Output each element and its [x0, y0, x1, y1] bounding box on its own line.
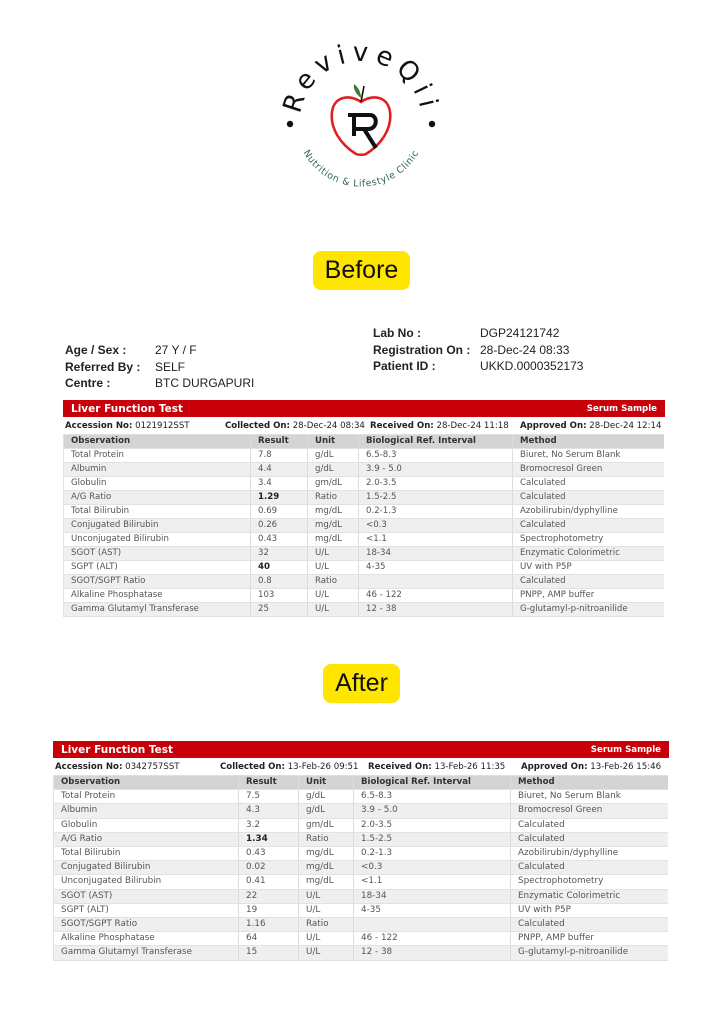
patient-id-row: [373, 359, 583, 376]
ref-interval-cell: 2.0-3.5: [354, 818, 511, 832]
table-row: [64, 561, 665, 575]
results-table: [63, 434, 665, 617]
age-sex-label: Age / Sex :: [65, 343, 127, 357]
sample-type: Serum Sample: [590, 744, 661, 755]
method-cell: Calculated: [511, 832, 669, 846]
observation-cell: Albumin: [64, 463, 251, 477]
table-row: [54, 832, 669, 846]
table-row: [54, 889, 669, 903]
col-result: Result: [239, 776, 299, 790]
r-letter-icon: [348, 115, 376, 148]
centre-label: Centre :: [65, 376, 111, 390]
table-row: [54, 861, 669, 875]
accession-value: 0342757SST: [125, 761, 180, 772]
unit-cell: U/L: [308, 603, 359, 617]
patient-info-right: [373, 326, 583, 376]
ref-interval-cell: 6.5-8.3: [359, 449, 513, 463]
observation-cell: SGOT (AST): [54, 889, 239, 903]
col-observation: Observation: [54, 776, 239, 790]
collected-value: 28-Dec-24 08:34: [292, 420, 365, 431]
approved-label: Approved On:: [521, 761, 588, 772]
referred-by-row: [65, 360, 254, 377]
unit-cell: g/dL: [308, 463, 359, 477]
report-meta: [53, 758, 669, 775]
unit-cell: mg/dL: [299, 875, 354, 889]
table-row: [54, 918, 669, 932]
result-cell: 22: [239, 889, 299, 903]
table-row: [64, 603, 665, 617]
ref-interval-cell: 1.5-2.5: [354, 832, 511, 846]
observation-cell: SGPT (ALT): [54, 903, 239, 917]
observation-cell: Alkaline Phosphatase: [64, 589, 251, 603]
received-label: Received On:: [370, 420, 434, 431]
accession: [65, 421, 225, 431]
approved-label: Approved On:: [520, 420, 587, 431]
received-value: 28-Dec-24 11:18: [436, 420, 509, 431]
ref-interval-cell: 46 - 122: [354, 932, 511, 946]
observation-cell: Total Bilirubin: [54, 847, 239, 861]
result-cell: 3.4: [251, 477, 308, 491]
received: [368, 762, 521, 772]
observation-cell: A/G Ratio: [64, 491, 251, 505]
patient-id-label: Patient ID :: [373, 359, 436, 373]
observation-cell: SGOT/SGPT Ratio: [64, 575, 251, 589]
ref-interval-cell: 4-35: [354, 903, 511, 917]
unit-cell: g/dL: [299, 790, 354, 804]
method-cell: Calculated: [513, 491, 665, 505]
received-label: Received On:: [368, 761, 432, 772]
result-cell: 103: [251, 589, 308, 603]
report-title: Liver Function Test: [61, 743, 174, 756]
col-ref-interval: Biological Ref. Interval: [359, 435, 513, 449]
observation-cell: Globulin: [54, 818, 239, 832]
report-title-bar: [53, 741, 669, 758]
lab-no-row: [373, 326, 583, 343]
method-cell: Calculated: [511, 818, 669, 832]
age-sex-row: [65, 343, 254, 360]
result-cell: 0.43: [239, 847, 299, 861]
collected-label: Collected On:: [225, 420, 290, 431]
unit-cell: U/L: [299, 889, 354, 903]
ref-interval-cell: 46 - 122: [359, 589, 513, 603]
method-cell: Spectrophotometry: [511, 875, 669, 889]
method-cell: Spectrophotometry: [513, 533, 665, 547]
result-cell: 40: [251, 561, 308, 575]
table-row: [64, 505, 665, 519]
centre-row: [65, 376, 254, 393]
observation-cell: Unconjugated Bilirubin: [54, 875, 239, 889]
unit-cell: mg/dL: [299, 861, 354, 875]
result-cell: 0.8: [251, 575, 308, 589]
method-cell: PNPP, AMP buffer: [513, 589, 665, 603]
ref-interval-cell: <1.1: [359, 533, 513, 547]
unit-cell: gm/dL: [299, 818, 354, 832]
age-sex-value: 27 Y / F: [155, 343, 197, 357]
col-result: Result: [251, 435, 308, 449]
table-row: [64, 449, 665, 463]
approved: [520, 421, 661, 431]
patient-id-value: UKKD.0000352173: [480, 359, 584, 373]
result-cell: 3.2: [239, 818, 299, 832]
observation-cell: Conjugated Bilirubin: [64, 519, 251, 533]
table-row: [54, 818, 669, 832]
unit-cell: g/dL: [299, 804, 354, 818]
after-label: After: [323, 664, 400, 703]
report-meta: [63, 417, 665, 434]
method-cell: G-glutamyl-p-nitroanilide: [511, 946, 669, 960]
result-cell: 25: [251, 603, 308, 617]
result-cell: 15: [239, 946, 299, 960]
ref-interval-cell: 18-34: [354, 889, 511, 903]
ref-interval-cell: 12 - 38: [354, 946, 511, 960]
observation-cell: Conjugated Bilirubin: [54, 861, 239, 875]
unit-cell: gm/dL: [308, 477, 359, 491]
result-cell: 1.34: [239, 832, 299, 846]
patient-info-left: [65, 343, 254, 393]
referred-by-value: SELF: [155, 359, 186, 374]
observation-cell: SGOT/SGPT Ratio: [54, 918, 239, 932]
observation-cell: A/G Ratio: [54, 832, 239, 846]
unit-cell: U/L: [308, 561, 359, 575]
dot-left-icon: [287, 121, 293, 127]
unit-cell: U/L: [299, 946, 354, 960]
table-row: [54, 790, 669, 804]
ref-interval-cell: 3.9 - 5.0: [359, 463, 513, 477]
results-table: [53, 775, 669, 961]
result-cell: 4.3: [239, 804, 299, 818]
lab-no-label: Lab No :: [373, 326, 421, 340]
approved: [521, 762, 661, 772]
unit-cell: mg/dL: [308, 505, 359, 519]
result-cell: 0.26: [251, 519, 308, 533]
ref-interval-cell: 0.2-1.3: [359, 505, 513, 519]
col-observation: Observation: [64, 435, 251, 449]
observation-cell: Total Protein: [64, 449, 251, 463]
table-row: [64, 463, 665, 477]
result-cell: 0.69: [251, 505, 308, 519]
method-cell: UV with P5P: [513, 561, 665, 575]
svg-text:ReviveQii: ReviveQii: [278, 37, 444, 117]
method-cell: Azobilirubin/dyphylline: [513, 505, 665, 519]
result-cell: 7.8: [251, 449, 308, 463]
observation-cell: Unconjugated Bilirubin: [64, 533, 251, 547]
result-cell: 64: [239, 932, 299, 946]
table-row: [64, 533, 665, 547]
table-header-row: [64, 435, 665, 449]
result-cell: 0.41: [239, 875, 299, 889]
ref-interval-cell: 6.5-8.3: [354, 790, 511, 804]
lab-no-value: DGP24121742: [480, 326, 560, 340]
received-value: 13-Feb-26 11:35: [434, 761, 506, 772]
method-cell: Biuret, No Serum Blank: [513, 449, 665, 463]
table-row: [54, 804, 669, 818]
registration-label: Registration On :: [373, 342, 471, 357]
col-method: Method: [513, 435, 665, 449]
table-row: [54, 903, 669, 917]
observation-cell: SGOT (AST): [64, 547, 251, 561]
referred-by-label: Referred By :: [65, 359, 141, 374]
result-cell: 0.02: [239, 861, 299, 875]
table-row: [64, 491, 665, 505]
unit-cell: U/L: [308, 589, 359, 603]
method-cell: Azobilirubin/dyphylline: [511, 847, 669, 861]
table-row: [64, 547, 665, 561]
result-cell: 1.16: [239, 918, 299, 932]
report-title: Liver Function Test: [71, 402, 184, 415]
method-cell: Calculated: [511, 861, 669, 875]
table-row: [54, 946, 669, 960]
centre-value: BTC DURGAPURI: [155, 376, 255, 390]
method-cell: Bromocresol Green: [511, 804, 669, 818]
unit-cell: mg/dL: [308, 533, 359, 547]
unit-cell: mg/dL: [308, 519, 359, 533]
observation-cell: Globulin: [64, 477, 251, 491]
method-cell: G-glutamyl-p-nitroanilide: [513, 603, 665, 617]
table-row: [54, 932, 669, 946]
method-cell: Biuret, No Serum Blank: [511, 790, 669, 804]
observation-cell: Total Protein: [54, 790, 239, 804]
method-cell: Calculated: [511, 918, 669, 932]
result-cell: 4.4: [251, 463, 308, 477]
observation-cell: Alkaline Phosphatase: [54, 932, 239, 946]
observation-cell: Gamma Glutamyl Transferase: [64, 603, 251, 617]
table-row: [54, 875, 669, 889]
ref-interval-cell: [354, 918, 511, 932]
clinic-logo: [278, 36, 444, 196]
accession-value: 0121912SST: [135, 420, 190, 431]
approved-value: 13-Feb-26 15:46: [590, 761, 662, 772]
report-after: [53, 741, 669, 961]
table-row: [54, 847, 669, 861]
col-unit: Unit: [308, 435, 359, 449]
before-label: Before: [313, 251, 410, 290]
unit-cell: U/L: [308, 547, 359, 561]
col-unit: Unit: [299, 776, 354, 790]
dot-right-icon: [429, 121, 435, 127]
unit-cell: mg/dL: [299, 847, 354, 861]
received: [370, 421, 520, 431]
collected-label: Collected On:: [220, 761, 285, 772]
unit-cell: Ratio: [299, 918, 354, 932]
ref-interval-cell: 0.2-1.3: [354, 847, 511, 861]
svg-text:Nutrition & Lifestyle Clinic: Nutrition & Lifestyle Clinic: [300, 148, 422, 190]
approved-value: 28-Dec-24 12:14: [589, 420, 662, 431]
method-cell: Calculated: [513, 575, 665, 589]
ref-interval-cell: <0.3: [359, 519, 513, 533]
collected-value: 13-Feb-26 09:51: [287, 761, 359, 772]
ref-interval-cell: <0.3: [354, 861, 511, 875]
result-cell: 1.29: [251, 491, 308, 505]
observation-cell: Gamma Glutamyl Transferase: [54, 946, 239, 960]
table-row: [64, 477, 665, 491]
unit-cell: U/L: [299, 903, 354, 917]
result-cell: 19: [239, 903, 299, 917]
report-title-bar: [63, 400, 665, 417]
method-cell: Enzymatic Colorimetric: [513, 547, 665, 561]
method-cell: Calculated: [513, 477, 665, 491]
unit-cell: Ratio: [308, 491, 359, 505]
table-header-row: [54, 776, 669, 790]
table-row: [64, 589, 665, 603]
accession-label: Accession No:: [55, 761, 123, 772]
ref-interval-cell: 2.0-3.5: [359, 477, 513, 491]
col-method: Method: [511, 776, 669, 790]
ref-interval-cell: 18-34: [359, 547, 513, 561]
unit-cell: Ratio: [308, 575, 359, 589]
observation-cell: SGPT (ALT): [64, 561, 251, 575]
collected: [225, 421, 370, 431]
observation-cell: Total Bilirubin: [64, 505, 251, 519]
ref-interval-cell: 3.9 - 5.0: [354, 804, 511, 818]
method-cell: Bromocresol Green: [513, 463, 665, 477]
ref-interval-cell: 1.5-2.5: [359, 491, 513, 505]
ref-interval-cell: 12 - 38: [359, 603, 513, 617]
sample-type: Serum Sample: [586, 403, 657, 414]
unit-cell: g/dL: [308, 449, 359, 463]
unit-cell: U/L: [299, 932, 354, 946]
result-cell: 32: [251, 547, 308, 561]
method-cell: PNPP, AMP buffer: [511, 932, 669, 946]
registration-value: 28-Dec-24 08:33: [480, 342, 570, 357]
col-ref-interval: Biological Ref. Interval: [354, 776, 511, 790]
revive-qii-logo-image: [278, 36, 444, 196]
result-cell: 7.5: [239, 790, 299, 804]
method-cell: Enzymatic Colorimetric: [511, 889, 669, 903]
registration-row: [373, 343, 583, 360]
ref-interval-cell: 4-35: [359, 561, 513, 575]
table-row: [64, 519, 665, 533]
ref-interval-cell: <1.1: [354, 875, 511, 889]
apple-icon: [332, 84, 391, 155]
unit-cell: Ratio: [299, 832, 354, 846]
result-cell: 0.43: [251, 533, 308, 547]
report-before: [63, 400, 665, 617]
table-row: [64, 575, 665, 589]
accession: [55, 762, 220, 772]
method-cell: Calculated: [513, 519, 665, 533]
method-cell: UV with P5P: [511, 903, 669, 917]
accession-label: Accession No:: [65, 420, 133, 431]
collected: [220, 762, 368, 772]
observation-cell: Albumin: [54, 804, 239, 818]
ref-interval-cell: [359, 575, 513, 589]
